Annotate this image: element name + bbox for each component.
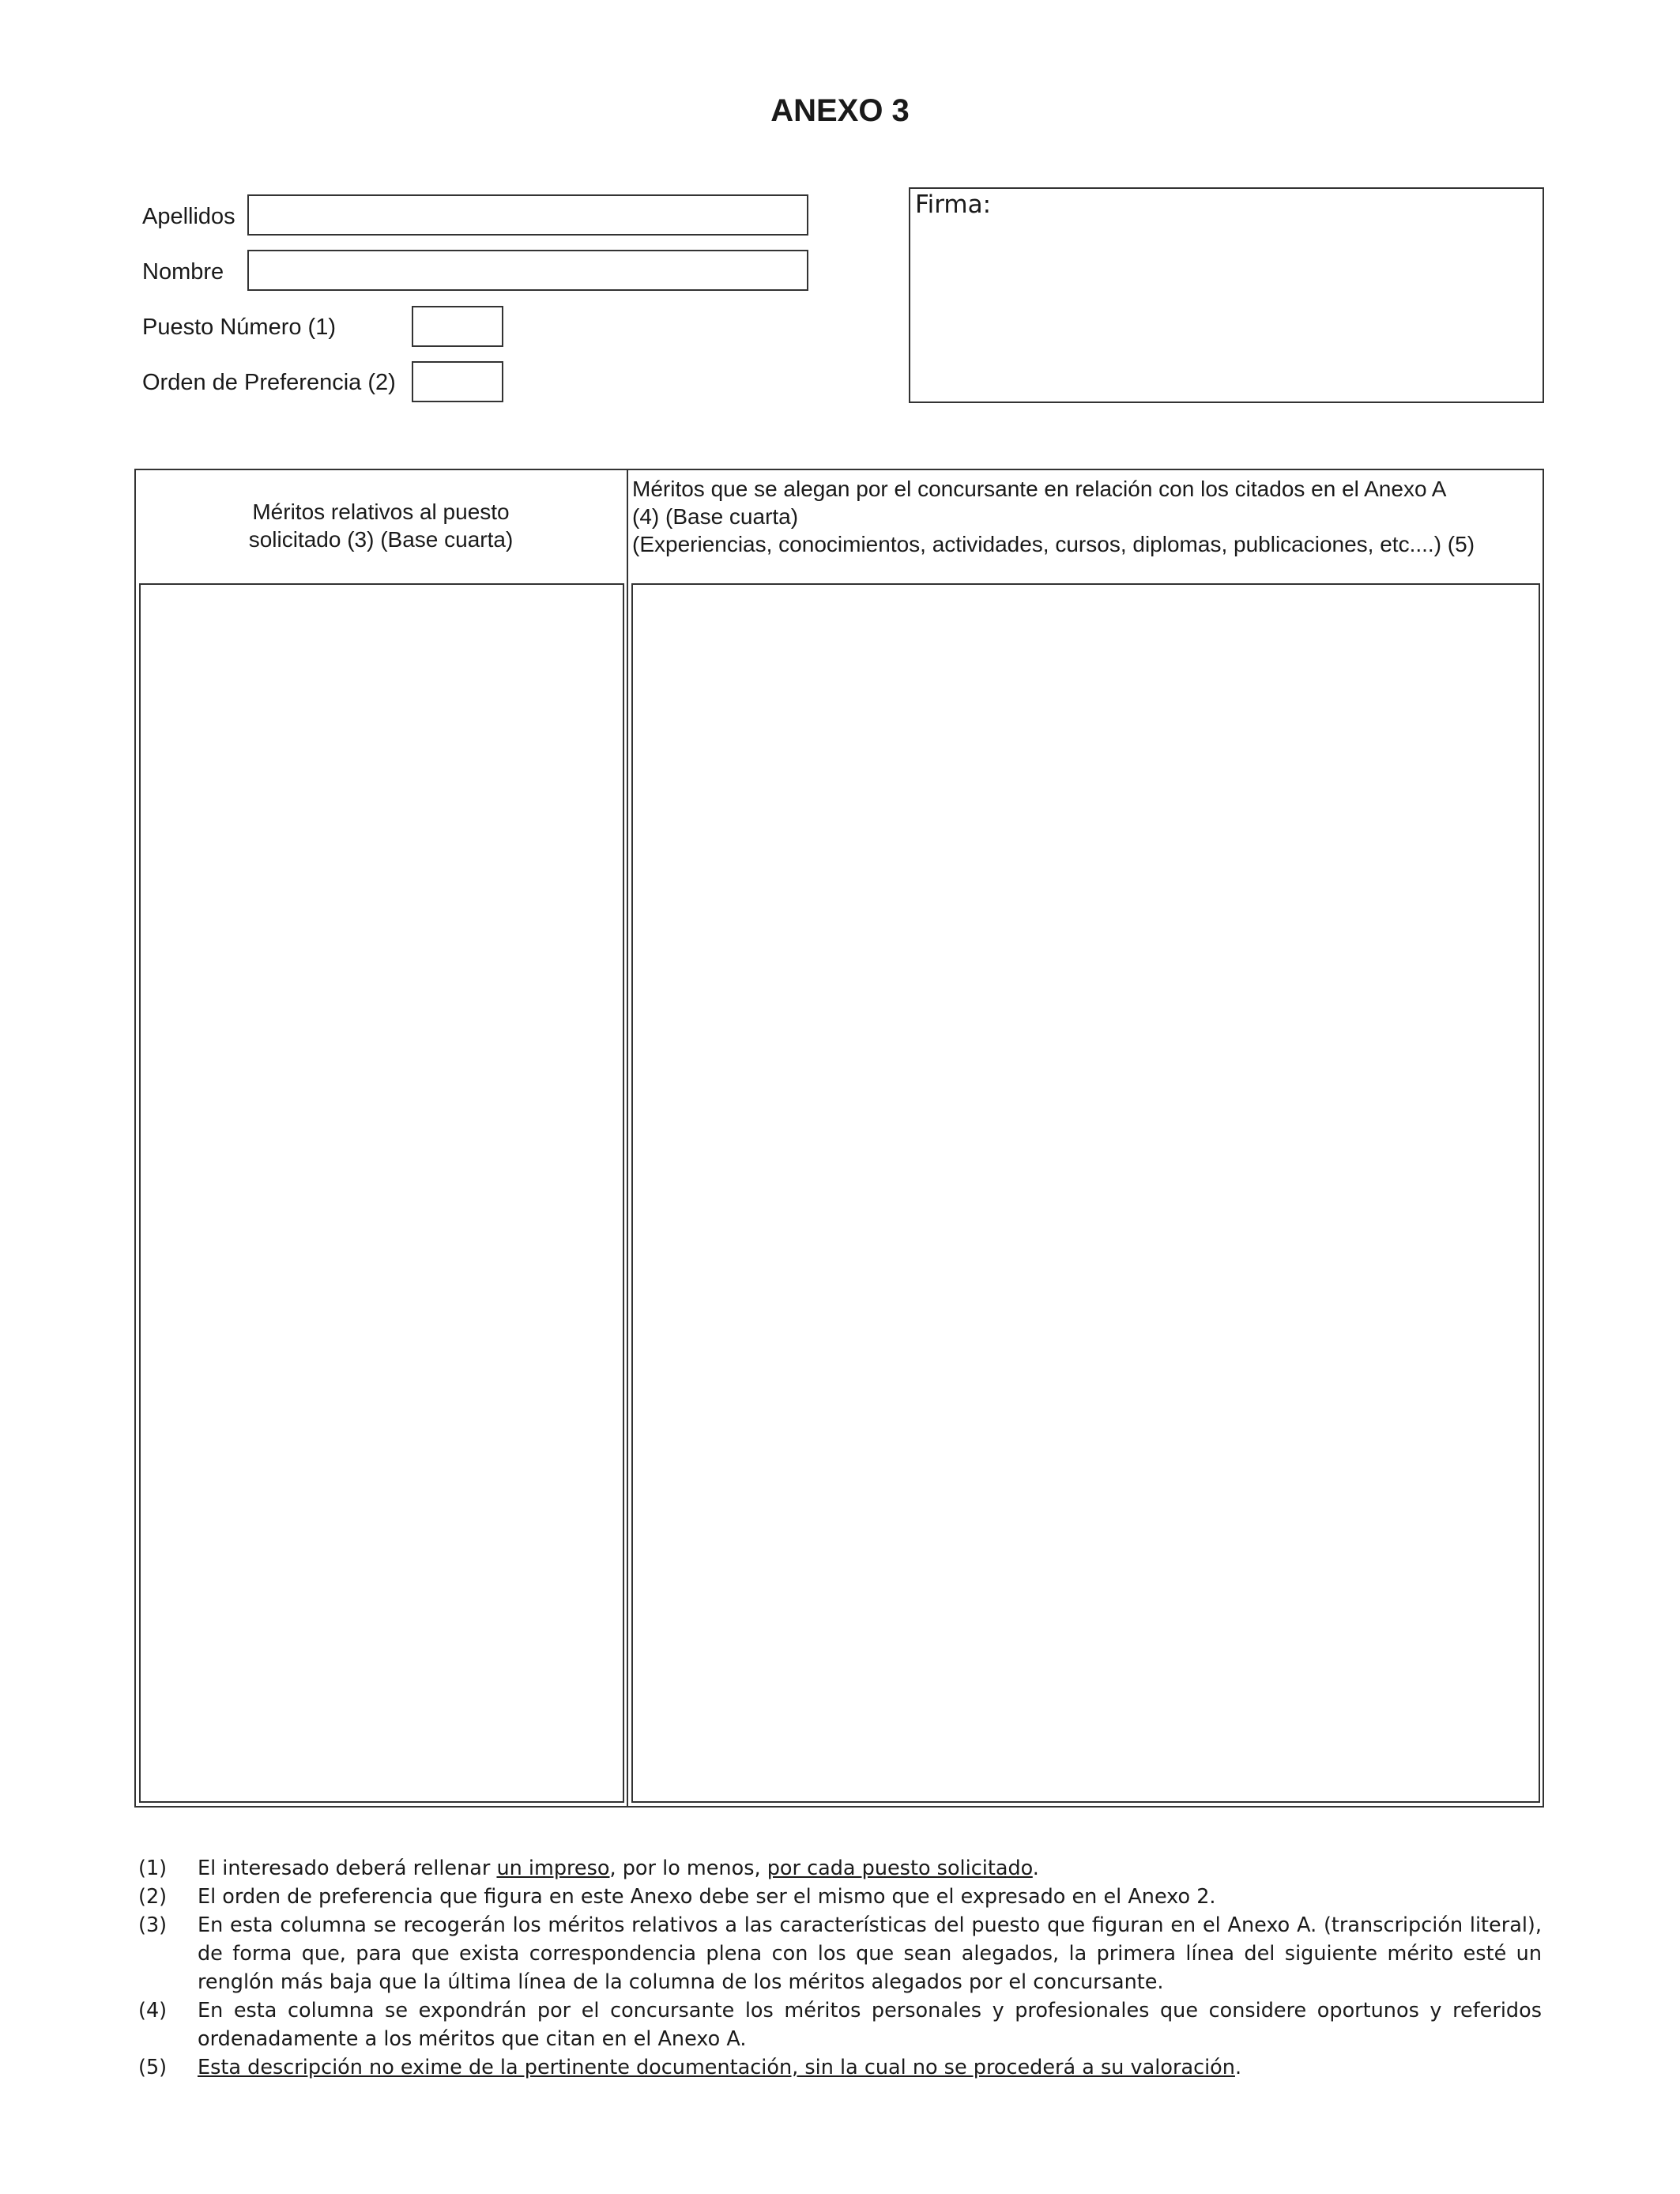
orden-label: Orden de Preferencia (2) bbox=[142, 370, 396, 395]
nombre-label: Nombre bbox=[142, 259, 224, 285]
column-divider bbox=[627, 469, 628, 1808]
footnote-text bbox=[198, 1854, 1542, 1883]
footnote-text-part: , por lo menos, bbox=[609, 1857, 767, 1880]
nombre-field[interactable] bbox=[247, 250, 808, 291]
page-title: ANEXO 3 bbox=[770, 93, 910, 128]
right-merits-input[interactable] bbox=[631, 583, 1540, 1803]
footnote-1 bbox=[138, 1854, 1542, 1883]
footnote-number: (3) bbox=[138, 1913, 168, 1937]
footnote-text: El orden de preferencia que figura en este Anexo debe ser el mismo que el expresado en el Anexo 2. bbox=[198, 1885, 1216, 1909]
footnote-number: (5) bbox=[138, 2056, 168, 2079]
footnotes bbox=[138, 1854, 1542, 2082]
right-column-header bbox=[632, 475, 1541, 558]
right-header-line1: Méritos que se alegan por el concursante en relación con los citados en el Anexo A bbox=[632, 477, 1447, 501]
puesto-field[interactable] bbox=[412, 306, 503, 347]
footnote-text-part: . bbox=[1234, 2056, 1242, 2079]
footnote-3 bbox=[138, 1911, 1542, 1996]
footnote-underlined: un impreso bbox=[496, 1857, 610, 1880]
footnote-text: En esta columna se expondrán por el concursante los méritos personales y profesionales que considere oportunos y referidos ordenadamente a los méritos que citan en el Anexo A. bbox=[198, 1999, 1542, 2051]
footnote-text bbox=[198, 2053, 1542, 2082]
footnote-number: (1) bbox=[138, 1857, 168, 1880]
footnote-text-part: El interesado deberá rellenar bbox=[198, 1857, 497, 1880]
right-header-line3: (Experiencias, conocimientos, actividades, cursos, diplomas, publicaciones, etc....) (5) bbox=[632, 532, 1475, 556]
footnote-text: En esta columna se recogerán los méritos relativos a las características del puesto que figuran en el Anexo A. (transcripción literal), de forma que, para que exista correspondencia plena con los que sean alegados, la primera línea del siguiente mérito esté un renglón más baja que la última línea de la columna de los méritos alegados por el concursante. bbox=[198, 1913, 1542, 1994]
left-merits-input[interactable] bbox=[139, 583, 624, 1803]
apellidos-field[interactable] bbox=[247, 194, 808, 236]
firma-box[interactable] bbox=[909, 187, 1544, 403]
apellidos-label: Apellidos bbox=[142, 204, 235, 229]
right-header-line2: (4) (Base cuarta) bbox=[632, 504, 799, 529]
orden-field[interactable] bbox=[412, 361, 503, 402]
footnote-4 bbox=[138, 1996, 1542, 2053]
left-header-line2: solicitado (3) (Base cuarta) bbox=[248, 527, 514, 552]
footnote-underlined: Esta descripción no exime de la pertinente documentación, sin la cual no se procederá a su valoración bbox=[198, 2056, 1235, 2079]
footnote-5 bbox=[138, 2053, 1542, 2082]
footnote-text-part: . bbox=[1032, 1857, 1039, 1880]
footnote-number: (4) bbox=[138, 1999, 168, 2022]
footnote-number: (2) bbox=[138, 1885, 168, 1909]
footnote-2 bbox=[138, 1883, 1542, 1911]
left-column-header bbox=[136, 470, 626, 581]
puesto-label: Puesto Número (1) bbox=[142, 315, 336, 340]
footnote-underlined: por cada puesto solicitado bbox=[767, 1857, 1033, 1880]
left-header-line1: Méritos relativos al puesto bbox=[252, 499, 510, 524]
firma-label: Firma: bbox=[915, 190, 992, 219]
